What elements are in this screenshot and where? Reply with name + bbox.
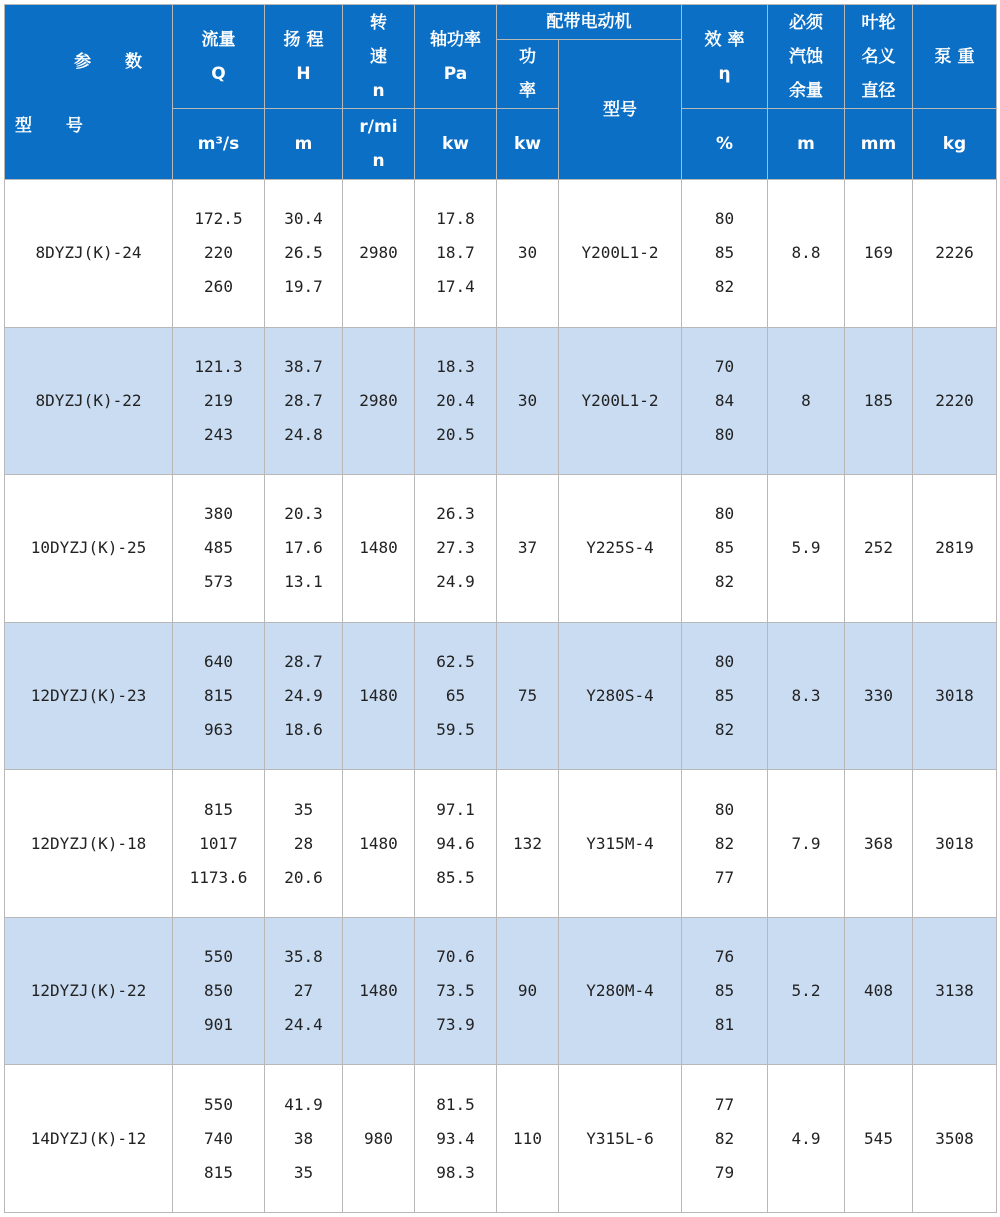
unit-speed-line1: r/mi [359, 117, 398, 137]
cell-shaft-power-value: 17.4 [436, 277, 475, 297]
cell-head-value: 17.6 [284, 538, 323, 558]
cell-shaft-power-value: 94.6 [436, 833, 475, 853]
cell-shaft-power [415, 327, 497, 475]
header-npsh-line1: 必须 [789, 12, 823, 33]
cell-head [265, 1065, 343, 1213]
cell-flow-value: 243 [204, 424, 233, 444]
cell-npsh: 8.8 [768, 180, 845, 328]
table-row [5, 180, 997, 328]
header-motor-model: 型号 [559, 40, 682, 180]
cell-shaft-power-value: 20.4 [436, 390, 475, 410]
table-row [5, 917, 997, 1065]
cell-weight: 3018 [913, 770, 997, 918]
cell-efficiency-value: 82 [714, 277, 735, 297]
table-row [5, 622, 997, 770]
header-shaft-power-label: 轴功率 [430, 29, 481, 50]
cell-model: 12DYZJ(K)-23 [5, 622, 173, 770]
cell-model: 14DYZJ(K)-12 [5, 1065, 173, 1213]
cell-efficiency-value: 81 [714, 1015, 735, 1035]
cell-motor-power: 37 [497, 475, 559, 623]
cell-head-value: 35.8 [284, 947, 323, 967]
header-corner-param: 参 数 [74, 52, 156, 72]
cell-motor-power: 30 [497, 180, 559, 328]
table-row [5, 475, 997, 623]
cell-flow-value: 550 [204, 947, 233, 967]
cell-speed: 1480 [343, 917, 415, 1065]
cell-head-value: 20.3 [284, 504, 323, 524]
cell-speed: 980 [343, 1065, 415, 1213]
cell-shaft-power [415, 180, 497, 328]
cell-flow [173, 327, 265, 475]
header-npsh [768, 5, 845, 109]
cell-flow-value: 550 [204, 1094, 233, 1114]
cell-motor-model: Y280S-4 [559, 622, 682, 770]
header-head-label: 扬 程 [283, 29, 324, 50]
cell-shaft-power-value: 73.9 [436, 1015, 475, 1035]
cell-head-value: 28.7 [284, 390, 323, 410]
cell-shaft-power-value: 97.1 [436, 799, 475, 819]
cell-impeller: 252 [845, 475, 913, 623]
cell-head-value: 27 [293, 981, 314, 1001]
cell-flow-value: 815 [204, 1162, 233, 1182]
table-body [5, 180, 997, 1213]
header-efficiency-label: 效 率 [704, 29, 745, 50]
cell-flow-value: 901 [204, 1015, 233, 1035]
header-efficiency [682, 5, 768, 109]
cell-impeller: 368 [845, 770, 913, 918]
cell-head-value: 18.6 [284, 719, 323, 739]
cell-efficiency-value: 80 [714, 424, 735, 444]
cell-shaft-power [415, 622, 497, 770]
cell-impeller: 545 [845, 1065, 913, 1213]
cell-shaft-power-value: 17.8 [436, 209, 475, 229]
header-flow [173, 5, 265, 109]
cell-efficiency-value: 85 [714, 243, 735, 263]
cell-npsh: 4.9 [768, 1065, 845, 1213]
cell-motor-power: 90 [497, 917, 559, 1065]
cell-motor-model: Y200L1-2 [559, 327, 682, 475]
cell-head-value: 26.5 [284, 243, 323, 263]
cell-head [265, 917, 343, 1065]
cell-flow-value: 121.3 [194, 356, 243, 376]
cell-model: 12DYZJ(K)-22 [5, 917, 173, 1065]
cell-model: 12DYZJ(K)-18 [5, 770, 173, 918]
cell-flow-value: 963 [204, 719, 233, 739]
cell-flow-value: 219 [204, 390, 233, 410]
unit-impeller: mm [845, 109, 913, 180]
cell-shaft-power-value: 93.4 [436, 1128, 475, 1148]
cell-flow-value: 850 [204, 981, 233, 1001]
cell-speed: 2980 [343, 180, 415, 328]
cell-motor-power: 30 [497, 327, 559, 475]
cell-shaft-power-value: 73.5 [436, 981, 475, 1001]
cell-head-value: 41.9 [284, 1094, 323, 1114]
header-impeller-line1: 叶轮 [861, 12, 896, 33]
header-motor-power-line1: 功 [519, 47, 536, 67]
cell-head-value: 28.7 [284, 651, 323, 671]
cell-efficiency-value: 80 [714, 799, 735, 819]
cell-head-value: 35 [293, 799, 314, 819]
cell-flow [173, 180, 265, 328]
cell-impeller: 408 [845, 917, 913, 1065]
unit-efficiency: % [682, 109, 768, 180]
cell-shaft-power-value: 59.5 [436, 719, 475, 739]
cell-efficiency [682, 770, 768, 918]
table-row [5, 770, 997, 918]
cell-flow-value: 740 [204, 1128, 233, 1148]
cell-shaft-power-value: 70.6 [436, 947, 475, 967]
cell-efficiency-value: 80 [714, 209, 735, 229]
header-speed-line1: 转 [370, 12, 387, 33]
cell-motor-model: Y200L1-2 [559, 180, 682, 328]
header-motor-power [497, 40, 559, 109]
cell-efficiency-value: 85 [714, 685, 735, 705]
cell-efficiency-value: 80 [714, 651, 735, 671]
cell-weight: 3508 [913, 1065, 997, 1213]
cell-head [265, 622, 343, 770]
cell-flow [173, 475, 265, 623]
cell-motor-model: Y280M-4 [559, 917, 682, 1065]
cell-motor-power: 110 [497, 1065, 559, 1213]
header-weight: 泵 重 [913, 5, 997, 109]
cell-efficiency-value: 80 [714, 504, 735, 524]
unit-speed [343, 109, 415, 180]
cell-motor-model: Y315M-4 [559, 770, 682, 918]
header-efficiency-symbol: η [718, 63, 731, 84]
cell-shaft-power [415, 1065, 497, 1213]
cell-efficiency-value: 77 [714, 1094, 735, 1114]
header-npsh-line3: 余量 [789, 80, 823, 101]
cell-efficiency-value: 82 [714, 719, 735, 739]
cell-head-value: 20.6 [284, 867, 323, 887]
cell-model: 8DYZJ(K)-24 [5, 180, 173, 328]
cell-flow-value: 380 [204, 504, 233, 524]
table-header [5, 5, 997, 180]
cell-motor-power: 75 [497, 622, 559, 770]
unit-npsh: m [768, 109, 845, 180]
cell-npsh: 5.2 [768, 917, 845, 1065]
cell-efficiency-value: 79 [714, 1162, 735, 1182]
cell-efficiency-value: 76 [714, 947, 735, 967]
cell-shaft-power-value: 98.3 [436, 1162, 475, 1182]
cell-npsh: 7.9 [768, 770, 845, 918]
unit-flow: m³/s [173, 109, 265, 180]
cell-shaft-power-value: 26.3 [436, 504, 475, 524]
header-head [265, 5, 343, 109]
cell-speed: 1480 [343, 475, 415, 623]
cell-motor-model: Y225S-4 [559, 475, 682, 623]
cell-efficiency [682, 917, 768, 1065]
header-corner [5, 5, 173, 180]
cell-shaft-power [415, 475, 497, 623]
cell-flow [173, 1065, 265, 1213]
cell-flow-value: 1173.6 [189, 867, 248, 887]
cell-weight: 3138 [913, 917, 997, 1065]
cell-weight: 3018 [913, 622, 997, 770]
cell-impeller: 169 [845, 180, 913, 328]
header-impeller-line2: 名义 [861, 46, 896, 67]
header-corner-model: 型 号 [15, 116, 97, 136]
cell-efficiency [682, 1065, 768, 1213]
header-shaft-power [415, 5, 497, 109]
cell-weight: 2226 [913, 180, 997, 328]
cell-efficiency-value: 84 [714, 390, 735, 410]
cell-flow [173, 917, 265, 1065]
cell-shaft-power-value: 18.3 [436, 356, 475, 376]
cell-shaft-power-value: 24.9 [436, 572, 475, 592]
cell-speed: 2980 [343, 327, 415, 475]
cell-shaft-power-value: 65 [445, 685, 466, 705]
cell-head-value: 24.4 [284, 1015, 323, 1035]
cell-flow [173, 622, 265, 770]
cell-efficiency-value: 85 [714, 538, 735, 558]
cell-shaft-power-value: 18.7 [436, 243, 475, 263]
cell-flow-value: 172.5 [194, 209, 243, 229]
cell-motor-model: Y315L-6 [559, 1065, 682, 1213]
cell-flow-value: 220 [204, 243, 233, 263]
unit-speed-line2: n [372, 151, 385, 171]
cell-flow-value: 1017 [199, 833, 238, 853]
cell-npsh: 5.9 [768, 475, 845, 623]
cell-efficiency [682, 622, 768, 770]
unit-head: m [265, 109, 343, 180]
cell-shaft-power-value: 62.5 [436, 651, 475, 671]
cell-npsh: 8 [768, 327, 845, 475]
header-head-symbol: H [296, 63, 311, 84]
header-impeller-line3: 直径 [861, 80, 896, 101]
cell-efficiency-value: 77 [714, 867, 735, 887]
cell-head-value: 38 [293, 1128, 314, 1148]
cell-head-value: 13.1 [284, 572, 323, 592]
unit-shaft-power: kw [415, 109, 497, 180]
header-speed-symbol: n [372, 80, 385, 101]
cell-flow-value: 815 [204, 685, 233, 705]
header-flow-label: 流量 [201, 29, 236, 50]
cell-efficiency-value: 70 [714, 356, 735, 376]
table-row [5, 1065, 997, 1213]
cell-head [265, 475, 343, 623]
cell-npsh: 8.3 [768, 622, 845, 770]
cell-shaft-power [415, 770, 497, 918]
cell-speed: 1480 [343, 622, 415, 770]
unit-weight: kg [913, 109, 997, 180]
header-flow-symbol: Q [211, 63, 226, 84]
cell-impeller: 330 [845, 622, 913, 770]
cell-head-value: 30.4 [284, 209, 323, 229]
cell-flow-value: 260 [204, 277, 233, 297]
cell-weight: 2819 [913, 475, 997, 623]
header-motor: 配带电动机 [497, 5, 682, 40]
cell-head-value: 35 [293, 1162, 314, 1182]
header-motor-power-line2: 率 [519, 81, 536, 101]
cell-efficiency-value: 82 [714, 572, 735, 592]
cell-head [265, 770, 343, 918]
header-speed [343, 5, 415, 109]
cell-flow-value: 573 [204, 572, 233, 592]
cell-shaft-power-value: 81.5 [436, 1094, 475, 1114]
pump-spec-table [4, 4, 997, 1213]
cell-efficiency-value: 82 [714, 833, 735, 853]
header-shaft-power-symbol: Pa [443, 63, 468, 84]
cell-flow [173, 770, 265, 918]
cell-flow-value: 815 [204, 799, 233, 819]
cell-head-value: 19.7 [284, 277, 323, 297]
cell-impeller: 185 [845, 327, 913, 475]
cell-speed: 1480 [343, 770, 415, 918]
table-row [5, 327, 997, 475]
cell-head-value: 24.9 [284, 685, 323, 705]
cell-shaft-power-value: 85.5 [436, 867, 475, 887]
cell-model: 8DYZJ(K)-22 [5, 327, 173, 475]
cell-efficiency [682, 180, 768, 328]
cell-weight: 2220 [913, 327, 997, 475]
cell-efficiency [682, 475, 768, 623]
cell-head-value: 28 [293, 833, 314, 853]
cell-shaft-power-value: 27.3 [436, 538, 475, 558]
unit-motor-power: kw [497, 109, 559, 180]
cell-shaft-power [415, 917, 497, 1065]
cell-head [265, 180, 343, 328]
cell-efficiency-value: 82 [714, 1128, 735, 1148]
cell-motor-power: 132 [497, 770, 559, 918]
cell-shaft-power-value: 20.5 [436, 424, 475, 444]
cell-head-value: 24.8 [284, 424, 323, 444]
cell-model: 10DYZJ(K)-25 [5, 475, 173, 623]
header-impeller [845, 5, 913, 109]
header-npsh-line2: 汽蚀 [789, 46, 823, 67]
cell-head [265, 327, 343, 475]
cell-efficiency [682, 327, 768, 475]
header-speed-line2: 速 [370, 46, 387, 67]
cell-head-value: 38.7 [284, 356, 323, 376]
cell-flow-value: 640 [204, 651, 233, 671]
cell-flow-value: 485 [204, 538, 233, 558]
cell-efficiency-value: 85 [714, 981, 735, 1001]
